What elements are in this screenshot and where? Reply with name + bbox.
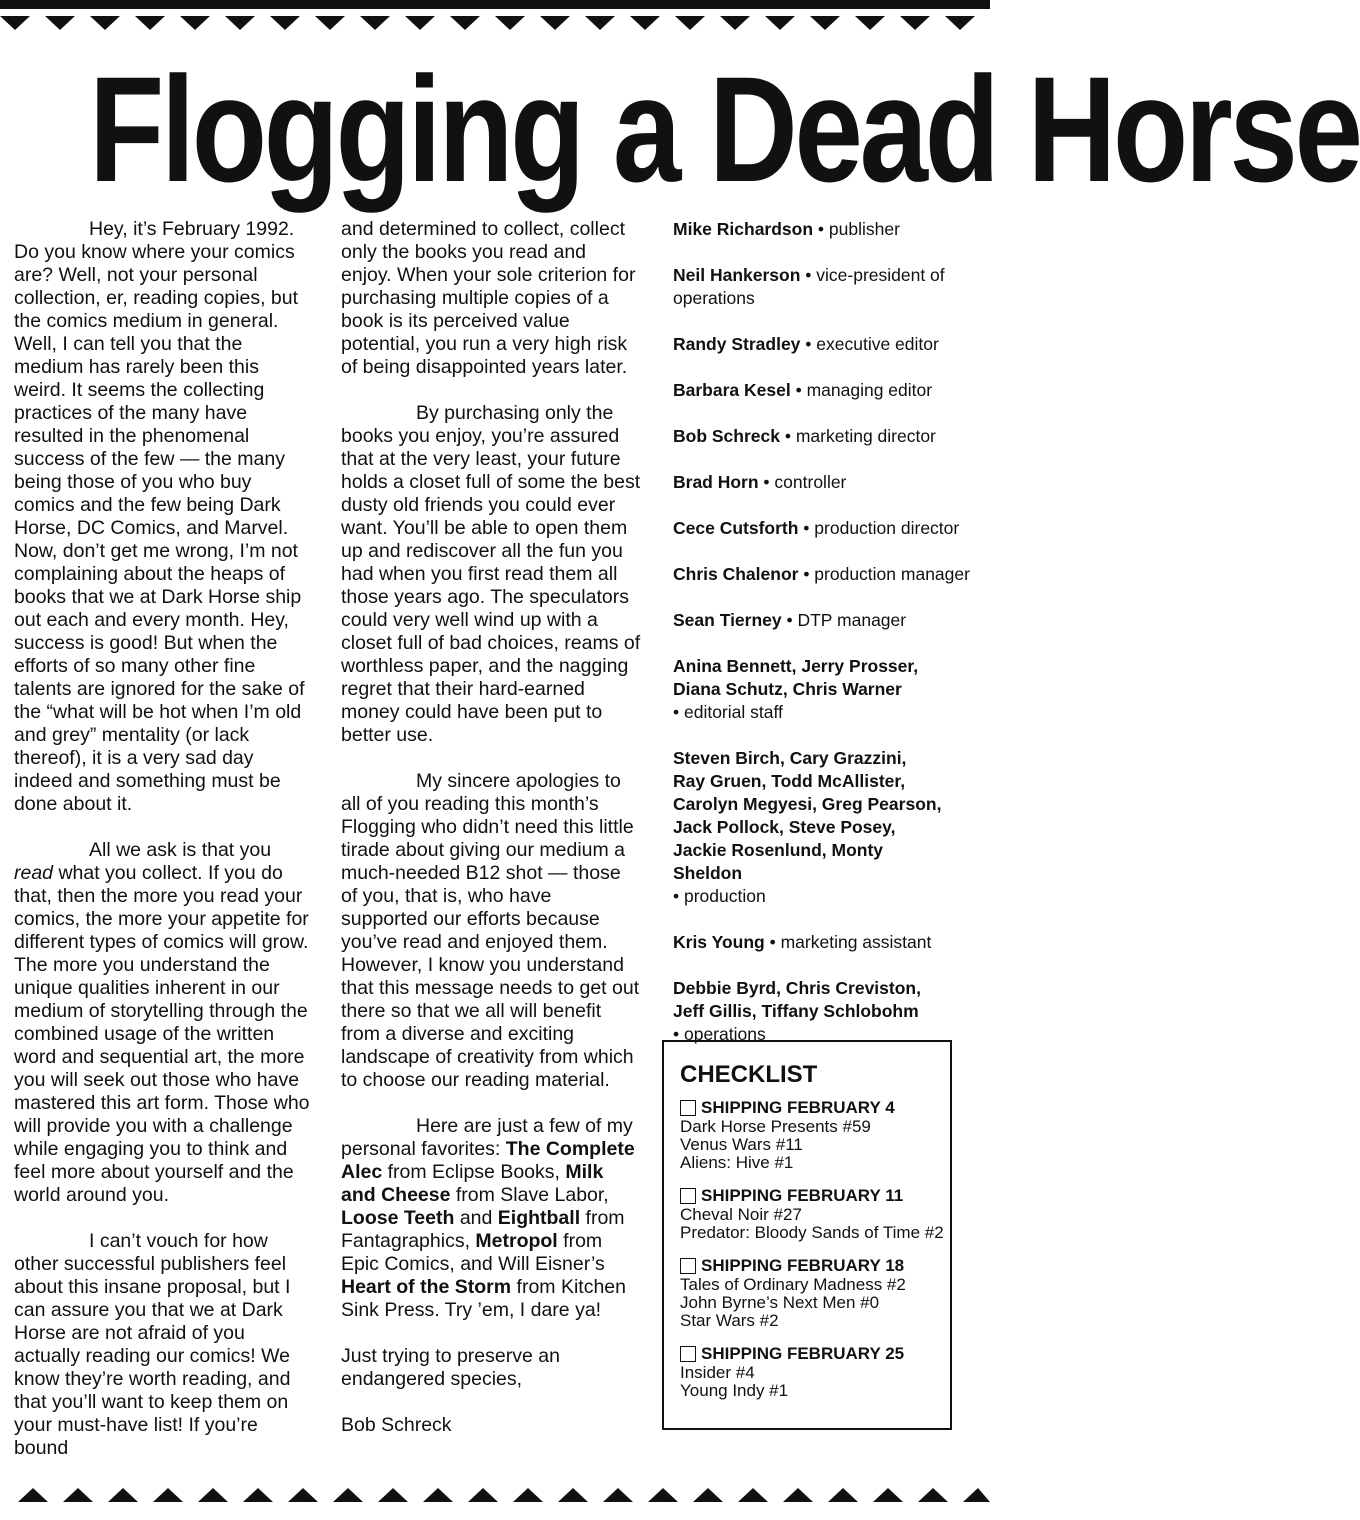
staff-entry: Neil Hankerson • vice-president of operations [673,265,945,308]
checklist-item: Venus Wars #11 [680,1135,803,1154]
checkbox-icon[interactable] [680,1100,696,1116]
checklist-item: Star Wars #2 [680,1311,779,1330]
paragraph: All we ask is that you read what you collect. If you do that, then the more you read your comics, the more your appetite for different types of comics will grow. The more you understand the unique qualities inherent in our medium of storytelling through the combined usage of the written word and sequential art, the more you will seek out those who have mastered this art form. Those who will provide you with a challenge while engaging you to think and feel more about yourself and the world around you. [14,839,310,1206]
checklist-item: Young Indy #1 [680,1381,789,1400]
staff-list [673,218,988,1069]
shipping-heading: SHIPPING FEBRUARY 25 [701,1344,905,1363]
checklist-item: Predator: Bloody Sands of Time #2 [680,1223,944,1242]
checklist-item: John Byrne’s Next Men #0 [680,1293,880,1312]
paragraph: Hey, it’s February 1992. Do you know where your comics are? Well, not your personal collection, er, reading copies, but the comics medium in general. Well, I can tell you that the medium has rarely been this weird. It seems the collecting practices of the many have resulted in the phenomenal success of the few — the many being those of you who buy comics and the few being Dark Horse, DC Comics, and Marvel. Now, don’t get me wrong, I’m not complaining about the heaps of books that we at Dark Horse ship out each and every month. Hey, success is good! But when the efforts of so many other fine talents are ignored for the sake of the “what will be hot when I’m old and grey” mentality (or lack thereof), it is a very sad day indeed and something must be done about it. [14,218,305,815]
staff-entry: Cece Cutsforth • production director [673,518,960,538]
paragraph: My sincere apologies to all of you reading this month’s Flogging who didn’t need this little tirade about giving our medium a much-needed B12 shot — those of you, that is, who have supported our efforts because you’ve read and enjoyed them. However, I know you understand that this message needs to get out there so that we all will benefit from a diverse and exciting landscape of creativity from which to choose our reading material. [341,770,640,1091]
top-border-bar [0,0,990,9]
favorite-title: Loose Teeth [341,1207,455,1229]
favorite-title: Milk and Cheese [341,1161,604,1206]
checklist-item: Aliens: Hive #1 [680,1153,794,1172]
staff-entry: Brad Horn • controller [673,472,847,492]
closing-line: Just trying to preserve an endangered species, [341,1345,560,1390]
checklist-item: Dark Horse Presents #59 [680,1117,871,1136]
staff-entry: Steven Birch, Cary Grazzini, Ray Gruen, Todd McAllister, Carolyn Megyesi, Greg Pearson, Jack Pollock, Steve Posey, Jackie Rosenlund, Monty Sheldon • production [673,748,942,906]
staff-entry: Anina Bennett, Jerry Prosser, Diana Schutz, Chris Warner • editorial staff [673,656,919,722]
staff-entry: Barbara Kesel • managing editor [673,380,933,400]
favorite-title: Eightball [497,1207,581,1229]
page-title: Flogging a Dead Horse [89,45,1360,213]
staff-entry: Debbie Byrd, Chris Creviston, Jeff Gillis, Tiffany Schlobohm • operations [673,978,921,1044]
shipping-heading: SHIPPING FEBRUARY 18 [701,1256,905,1275]
signature: Bob Schreck [341,1414,452,1436]
favorite-title: The Complete Alec [341,1138,635,1183]
shipping-group [680,1186,950,1242]
staff-entry: Mike Richardson • publisher [673,219,900,239]
checkbox-icon[interactable] [680,1188,696,1204]
checklist-box [662,1040,952,1430]
shipping-group [680,1256,950,1330]
article-column-2 [341,218,641,1460]
shipping-group [680,1344,950,1400]
favorite-title: Heart of the Storm [341,1276,512,1298]
checklist-item: Tales of Ordinary Madness #2 [680,1275,906,1294]
favorites-paragraph: Here are just a few of my personal favorites: The Complete Alec from Eclipse Books, Milk and Cheese from Slave Labor, Loose Teeth and Eightball from Fantagraphics, Metropol from Epic Comics, and Will Eisner’s Heart of the Storm from Kitchen Sink Press. Try ’em, I dare ya! [341,1115,635,1321]
checklist-item: Insider #4 [680,1363,755,1382]
shipping-heading: SHIPPING FEBRUARY 11 [701,1186,904,1205]
checkbox-icon[interactable] [680,1258,696,1274]
paragraph: By purchasing only the books you enjoy, you’re assured that at the very least, your future holds a closet full of some the best dusty old friends you could ever want. You’ll be able to open them up and rediscover all the fun you had when you first read them all those years ago. The speculators could very well wind up with a closet full of bad choices, reams of worthless paper, and the nagging regret that their hard-earned money could have been put to better use. [341,402,641,746]
shipping-heading: SHIPPING FEBRUARY 4 [701,1098,895,1117]
staff-entry: Bob Schreck • marketing director [673,426,936,446]
staff-entry: Randy Stradley • executive editor [673,334,939,354]
checkbox-icon[interactable] [680,1346,696,1362]
favorite-title: Metropol [475,1230,558,1252]
paragraph: I can’t vouch for how other successful publishers feel about this insane proposal, but I can assure you that we at Dark Horse are not afraid of you actually reading our comics! We know they’re worth reading, and that you’ll want to keep them on your must-have list! If you’re bound [14,1230,291,1459]
top-triangle-border [0,16,990,46]
shipping-group [680,1098,950,1172]
paragraph: and determined to collect, collect only the books you read and enjoy. When your sole criterion for purchasing multiple copies of a book is its perceived value potential, you run a very high risk of being disappointed years later. [341,218,636,378]
staff-entry: Chris Chalenor • production manager [673,564,970,584]
article-column-1 [14,218,314,1483]
staff-entry: Sean Tierney • DTP manager [673,610,907,630]
staff-entry: Kris Young • marketing assistant [673,932,932,952]
checklist-title: CHECKLIST [680,1061,818,1088]
checklist-item: Cheval Noir #27 [680,1205,802,1224]
bottom-triangle-border [0,1484,990,1504]
